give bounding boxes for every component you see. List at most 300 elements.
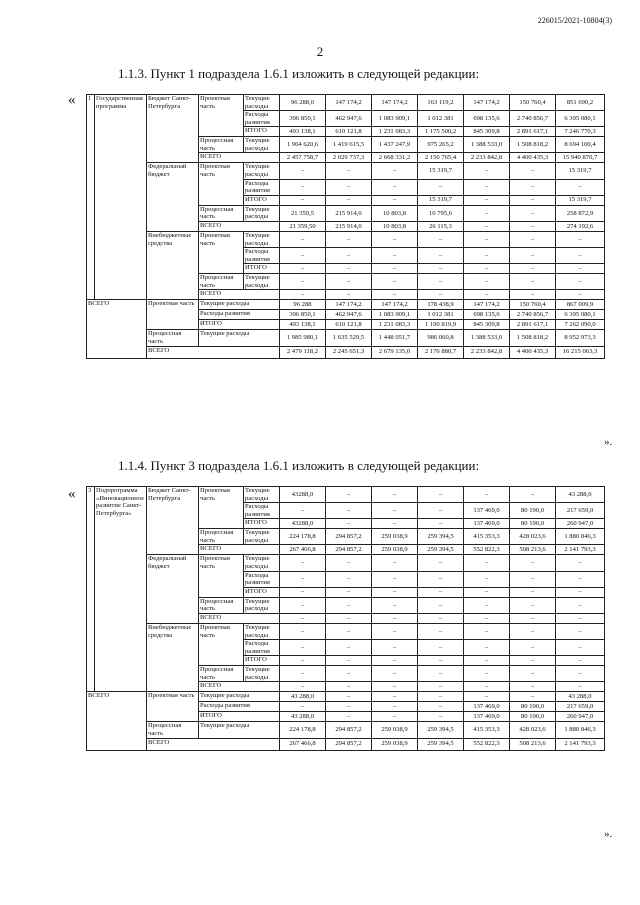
value-cell: – (372, 163, 418, 179)
table-row (87, 738, 605, 750)
value-cell: – (464, 692, 510, 702)
value-cell: – (326, 656, 372, 666)
value-cell: – (418, 682, 464, 692)
value-cell: – (510, 290, 556, 300)
value-cell: 16 215 063,3 (556, 346, 605, 358)
value-cell: – (556, 179, 605, 195)
value-cell: – (326, 555, 372, 571)
value-cell: 15 319,7 (556, 163, 605, 179)
value-cell: 80 190,0 (510, 519, 556, 529)
type-cell-development: Расходы развития (244, 248, 280, 264)
value-cell: – (418, 264, 464, 274)
value-cell: 147 174,2 (464, 300, 510, 310)
value-cell: – (510, 571, 556, 587)
value-cell: 8 952 973,3 (556, 330, 605, 346)
heading-1: 1.1.3. Пункт 1 подраздела 1.6.1 изложить в следующей редакции: (118, 66, 480, 81)
value-cell: – (510, 656, 556, 666)
value-cell: – (372, 656, 418, 666)
row-number-cell: 3 (87, 487, 95, 692)
value-cell: – (464, 613, 510, 623)
value-cell: – (510, 640, 556, 656)
value-cell: – (280, 290, 326, 300)
value-cell: – (418, 519, 464, 529)
value-cell: – (510, 597, 556, 613)
value-cell: – (556, 231, 605, 247)
value-cell: – (556, 248, 605, 264)
value-cell: 1 012 381 (418, 310, 464, 320)
type-cell-development: Расходы развития (244, 640, 280, 656)
value-cell: 1 985 980,1 (280, 330, 326, 346)
value-cell: 294 857,2 (326, 722, 372, 738)
part-cell-process: Процессная часть (199, 274, 244, 290)
value-cell: – (280, 682, 326, 692)
value-cell: – (418, 656, 464, 666)
value-cell: 294 857,2 (326, 738, 372, 750)
value-cell: 137 469,0 (464, 519, 510, 529)
part-cell-project: Проектная часть (199, 487, 244, 529)
part-cell-project: Проектная часть (199, 623, 244, 665)
part-cell-project: Проектная часть (199, 95, 244, 137)
value-cell: 1 175 500,2 (418, 127, 464, 137)
value-cell: 552 822,3 (464, 738, 510, 750)
value-cell: 260 947,0 (556, 519, 605, 529)
value-cell: – (326, 179, 372, 195)
value-cell: – (326, 248, 372, 264)
value-cell: 1 012 381 (418, 111, 464, 127)
value-cell: 259 394,5 (418, 738, 464, 750)
value-cell: – (280, 666, 326, 682)
value-cell: 163 119,2 (418, 95, 464, 111)
table-row (87, 722, 605, 738)
value-cell: – (372, 248, 418, 264)
table-row (87, 487, 605, 503)
value-cell: – (464, 587, 510, 597)
value-cell: – (464, 571, 510, 587)
value-cell: – (372, 597, 418, 613)
value-cell: – (372, 692, 418, 702)
value-cell: 1 880 846,3 (556, 722, 605, 738)
value-cell: – (372, 702, 418, 712)
value-cell: 147 174,2 (326, 300, 372, 310)
value-cell: 10 803,8 (372, 205, 418, 221)
value-cell: – (510, 666, 556, 682)
value-cell: – (510, 248, 556, 264)
financing-table-2 (86, 486, 605, 751)
value-cell: 2 233 842,8 (464, 346, 510, 358)
type-cell-itogo: ИТОГО (244, 587, 280, 597)
value-cell: 43288,0 (280, 519, 326, 529)
value-cell: 1 083 909,1 (372, 310, 418, 320)
source-cell-extrabudget: Внебюджетные средства (147, 623, 199, 691)
part-cell-process: Процессная часть (199, 597, 244, 613)
value-cell: – (372, 231, 418, 247)
value-cell: – (464, 195, 510, 205)
value-cell: 294 857,2 (326, 529, 372, 545)
type-cell-current: Текущие расходы (244, 231, 280, 247)
value-cell: 224 178,8 (280, 529, 326, 545)
financing-table-1 (86, 94, 605, 359)
value-cell: 80 190,0 (510, 702, 556, 712)
value-cell: – (464, 205, 510, 221)
value-cell: – (326, 487, 372, 503)
value-cell: 1 508 818,2 (510, 137, 556, 153)
value-cell: – (280, 613, 326, 623)
value-cell: 259 394,5 (418, 529, 464, 545)
value-cell: – (372, 623, 418, 639)
value-cell: – (418, 587, 464, 597)
value-cell: 15 319,7 (418, 163, 464, 179)
value-cell: 6 395 080,1 (556, 111, 605, 127)
value-cell: 10 795,6 (418, 205, 464, 221)
value-cell: – (372, 290, 418, 300)
value-cell: – (372, 274, 418, 290)
part-cell-project: Проектная часть (199, 555, 244, 597)
value-cell: – (418, 571, 464, 587)
value-cell: 6 395 080,1 (556, 310, 605, 320)
value-cell: – (326, 666, 372, 682)
value-cell: – (372, 666, 418, 682)
value-cell: – (326, 519, 372, 529)
value-cell: – (280, 163, 326, 179)
type-cell-current: Текущие расходы (244, 205, 280, 221)
type-cell-itogo: ИТОГО (244, 656, 280, 666)
value-cell: 259 038,9 (372, 722, 418, 738)
value-cell: – (418, 712, 464, 722)
value-cell: 508 213,6 (510, 738, 556, 750)
value-cell: 274 192,6 (556, 221, 605, 231)
table-row (87, 692, 605, 702)
value-cell: 867 009,9 (556, 300, 605, 310)
value-cell: – (326, 264, 372, 274)
type-cell-current: Текущие расходы (199, 330, 280, 346)
value-cell: – (280, 702, 326, 712)
value-cell: – (326, 682, 372, 692)
value-cell: 259 038,9 (372, 738, 418, 750)
value-cell: 294 857,2 (326, 545, 372, 555)
value-cell: – (326, 274, 372, 290)
value-cell: – (326, 613, 372, 623)
value-cell: 2 029 737,3 (326, 153, 372, 163)
part-cell-project: Проектная часть (147, 692, 199, 722)
value-cell: – (464, 248, 510, 264)
value-cell: 259 038,9 (372, 529, 418, 545)
value-cell: – (510, 274, 556, 290)
value-cell: – (326, 587, 372, 597)
value-cell: – (372, 712, 418, 722)
type-cell-current: Текущие расходы (244, 529, 280, 545)
value-cell: 7 246 770,3 (556, 127, 605, 137)
value-cell: 2 479 118,2 (280, 346, 326, 358)
value-cell: – (280, 587, 326, 597)
table-row (87, 555, 605, 571)
type-cell-development: Расходы развития (244, 179, 280, 195)
table-row (87, 330, 605, 346)
source-cell-federal: Федеральный бюджет (147, 555, 199, 623)
value-cell: 147 174,2 (372, 95, 418, 111)
value-cell: 10 803,8 (372, 221, 418, 231)
value-cell: 43288,0 (280, 487, 326, 503)
value-cell: 260 947,0 (556, 712, 605, 722)
value-cell: – (464, 163, 510, 179)
source-total-label-cell: ВСЕГО (199, 682, 280, 692)
document-number: 226015/2021-10804(3) (537, 16, 612, 25)
value-cell: 43 288,0 (280, 692, 326, 702)
type-cell-current: Текущие расходы (244, 666, 280, 682)
value-cell: 8 694 100,4 (556, 137, 605, 153)
source-total-label-cell: ВСЕГО (199, 153, 280, 163)
value-cell: 2 668 331,2 (372, 153, 418, 163)
value-cell: – (326, 640, 372, 656)
type-cell-current: Текущие расходы (244, 137, 280, 153)
value-cell: 1 231 083,3 (372, 127, 418, 137)
value-cell: 259 394,5 (418, 722, 464, 738)
value-cell: 986 060,8 (418, 330, 464, 346)
value-cell: 80 190,0 (510, 712, 556, 722)
table-row (87, 95, 605, 111)
value-cell: – (510, 487, 556, 503)
value-cell: 43 288,0 (280, 712, 326, 722)
value-cell: – (510, 163, 556, 179)
value-cell: 1 388 533,0 (464, 330, 510, 346)
value-cell: – (464, 231, 510, 247)
value-cell: – (280, 503, 326, 519)
row-number-cell: 1 (87, 95, 95, 300)
value-cell: 217 659,0 (556, 503, 605, 519)
value-cell: 43 288,0 (556, 692, 605, 702)
type-cell-current: Текущие расходы (199, 692, 280, 702)
value-cell: – (510, 264, 556, 274)
type-cell-current: Текущие расходы (244, 597, 280, 613)
value-cell: 1 635 529,5 (326, 330, 372, 346)
value-cell: 259 038,9 (372, 545, 418, 555)
value-cell: – (326, 597, 372, 613)
type-cell-current: Текущие расходы (244, 95, 280, 111)
part-cell-process: Процессная часть (199, 137, 244, 153)
value-cell: 215 914,0 (326, 205, 372, 221)
value-cell: – (280, 656, 326, 666)
opening-quote-1: « (68, 92, 76, 108)
value-cell: – (510, 623, 556, 639)
value-cell: 150 760,4 (510, 95, 556, 111)
value-cell: – (326, 290, 372, 300)
value-cell: – (556, 555, 605, 571)
value-cell: – (556, 640, 605, 656)
value-cell: 178 438,9 (418, 300, 464, 310)
value-cell: 1 448 051,7 (372, 330, 418, 346)
value-cell: – (556, 274, 605, 290)
value-cell: 2 740 856,7 (510, 111, 556, 127)
value-cell: – (418, 666, 464, 682)
value-cell: – (418, 597, 464, 613)
value-cell: 7 262 090,0 (556, 320, 605, 330)
value-cell: – (418, 692, 464, 702)
type-cell-development: Расходы развития (244, 503, 280, 519)
grand-total-label-cell: ВСЕГО (87, 692, 147, 750)
value-cell: 1 964 620,6 (280, 137, 326, 153)
value-cell: – (326, 195, 372, 205)
value-cell: 428 023,6 (510, 722, 556, 738)
source-cell-extrabudget: Внебюджетные средства (147, 231, 199, 299)
source-total-label-cell: ВСЕГО (199, 290, 280, 300)
value-cell: 137 469,0 (464, 503, 510, 519)
value-cell: 2 457 758,7 (280, 153, 326, 163)
value-cell: 96 288 (280, 300, 326, 310)
value-cell: 462 947,6 (326, 310, 372, 320)
value-cell: – (280, 248, 326, 264)
source-total-label-cell: ВСЕГО (199, 545, 280, 555)
value-cell: – (372, 503, 418, 519)
value-cell: 43 288,0 (556, 487, 605, 503)
value-cell: – (464, 179, 510, 195)
value-cell: – (372, 264, 418, 274)
type-cell-current: Текущие расходы (244, 274, 280, 290)
value-cell: 1 508 818,2 (510, 330, 556, 346)
type-cell-development: Расходы развития (244, 571, 280, 587)
source-total-label-cell: ВСЕГО (199, 221, 280, 231)
type-cell-development: Расходы развития (199, 310, 280, 320)
value-cell: – (464, 274, 510, 290)
value-cell: – (280, 179, 326, 195)
value-cell: – (510, 231, 556, 247)
part-cell-process: Процессная часть (147, 330, 199, 346)
part-cell-process: Процессная часть (147, 722, 199, 738)
value-cell: – (510, 179, 556, 195)
type-cell-itogo: ИТОГО (244, 519, 280, 529)
value-cell: – (418, 555, 464, 571)
value-cell: – (464, 555, 510, 571)
table-row (87, 623, 605, 639)
table-row (87, 346, 605, 358)
value-cell: 851 690,2 (556, 95, 605, 111)
value-cell: – (326, 571, 372, 587)
value-cell: 2 245 651,3 (326, 346, 372, 358)
value-cell: – (418, 503, 464, 519)
value-cell: 428 023,6 (510, 529, 556, 545)
opening-quote-2: « (68, 486, 76, 502)
value-cell: 15 319,7 (418, 195, 464, 205)
value-cell: – (556, 264, 605, 274)
value-cell: – (464, 656, 510, 666)
value-cell: 845 309,8 (464, 320, 510, 330)
value-cell: 1 388 533,0 (464, 137, 510, 153)
value-cell: – (326, 503, 372, 519)
value-cell: 137 469,0 (464, 702, 510, 712)
value-cell: 462 947,6 (326, 111, 372, 127)
value-cell: 15 940 870,7 (556, 153, 605, 163)
value-cell: 2 233 842,8 (464, 153, 510, 163)
value-cell: – (510, 555, 556, 571)
value-cell: 4 400 435,3 (510, 153, 556, 163)
value-cell: – (464, 682, 510, 692)
value-cell: – (510, 613, 556, 623)
value-cell: 80 190,0 (510, 503, 556, 519)
grand-total-label-cell: ВСЕГО (87, 300, 147, 358)
value-cell: – (418, 702, 464, 712)
source-cell-budget-spb: Бюджет Санкт-Петербурга (147, 487, 199, 555)
value-cell: – (280, 231, 326, 247)
value-cell: – (418, 274, 464, 290)
value-cell: 21 359,5 (280, 205, 326, 221)
value-cell: 2 141 793,3 (556, 738, 605, 750)
value-cell: – (510, 195, 556, 205)
part-cell-project: Проектная часть (199, 231, 244, 273)
value-cell: 415 353,3 (464, 529, 510, 545)
value-cell: – (556, 623, 605, 639)
source-cell-federal: Федеральный бюджет (147, 163, 199, 231)
value-cell: – (280, 623, 326, 639)
type-cell-itogo: ИТОГО (244, 195, 280, 205)
closing-quote-1: ». (604, 436, 613, 448)
value-cell: – (372, 487, 418, 503)
value-cell: 396 850,1 (280, 310, 326, 320)
type-cell-current: Текущие расходы (244, 623, 280, 639)
value-cell: 137 469,0 (464, 712, 510, 722)
value-cell: – (556, 290, 605, 300)
value-cell: 610 121,8 (326, 127, 372, 137)
value-cell: 396 850,1 (280, 111, 326, 127)
type-cell-current: Текущие расходы (244, 487, 280, 503)
value-cell: 267 466,8 (280, 738, 326, 750)
value-cell: 267 466,8 (280, 545, 326, 555)
value-cell: – (326, 712, 372, 722)
value-cell: – (280, 640, 326, 656)
type-cell-current: Текущие расходы (244, 555, 280, 571)
value-cell: – (280, 195, 326, 205)
value-cell: – (372, 519, 418, 529)
type-cell-itogo: ИТОГО (244, 264, 280, 274)
value-cell: 493 138,1 (280, 127, 326, 137)
value-cell: – (464, 264, 510, 274)
value-cell: – (464, 487, 510, 503)
program-name-cell: Государственная программа (95, 95, 147, 300)
value-cell: – (372, 571, 418, 587)
value-cell: – (372, 195, 418, 205)
value-cell: 258 872,9 (556, 205, 605, 221)
value-cell: – (280, 264, 326, 274)
value-cell: 2 150 765,4 (418, 153, 464, 163)
part-cell-process: Процессная часть (199, 205, 244, 221)
value-cell: 975 265,2 (418, 137, 464, 153)
value-cell: – (372, 613, 418, 623)
value-cell: – (326, 692, 372, 702)
type-cell-itogo: ИТОГО (199, 320, 280, 330)
value-cell: – (280, 597, 326, 613)
grand-total-vsego-label-cell: ВСЕГО (147, 346, 280, 358)
value-cell: 96 288,0 (280, 95, 326, 111)
value-cell: – (372, 555, 418, 571)
value-cell: – (510, 587, 556, 597)
value-cell: – (326, 231, 372, 247)
type-cell-development: Расходы развития (244, 111, 280, 127)
value-cell: – (372, 640, 418, 656)
type-cell-current: Текущие расходы (244, 163, 280, 179)
value-cell: – (510, 692, 556, 702)
value-cell: 2 891 617,1 (510, 320, 556, 330)
value-cell: – (418, 623, 464, 639)
part-cell-process: Процессная часть (199, 529, 244, 545)
value-cell: – (418, 290, 464, 300)
value-cell: 2 740 856,7 (510, 310, 556, 320)
value-cell: 2 176 880,7 (418, 346, 464, 358)
part-cell-process: Процессная часть (199, 666, 244, 682)
value-cell: – (556, 571, 605, 587)
value-cell: – (556, 597, 605, 613)
value-cell: – (510, 682, 556, 692)
value-cell: 1 419 615,5 (326, 137, 372, 153)
value-cell: 2 141 793,3 (556, 545, 605, 555)
value-cell: – (372, 587, 418, 597)
part-cell-project: Проектная часть (147, 300, 199, 330)
